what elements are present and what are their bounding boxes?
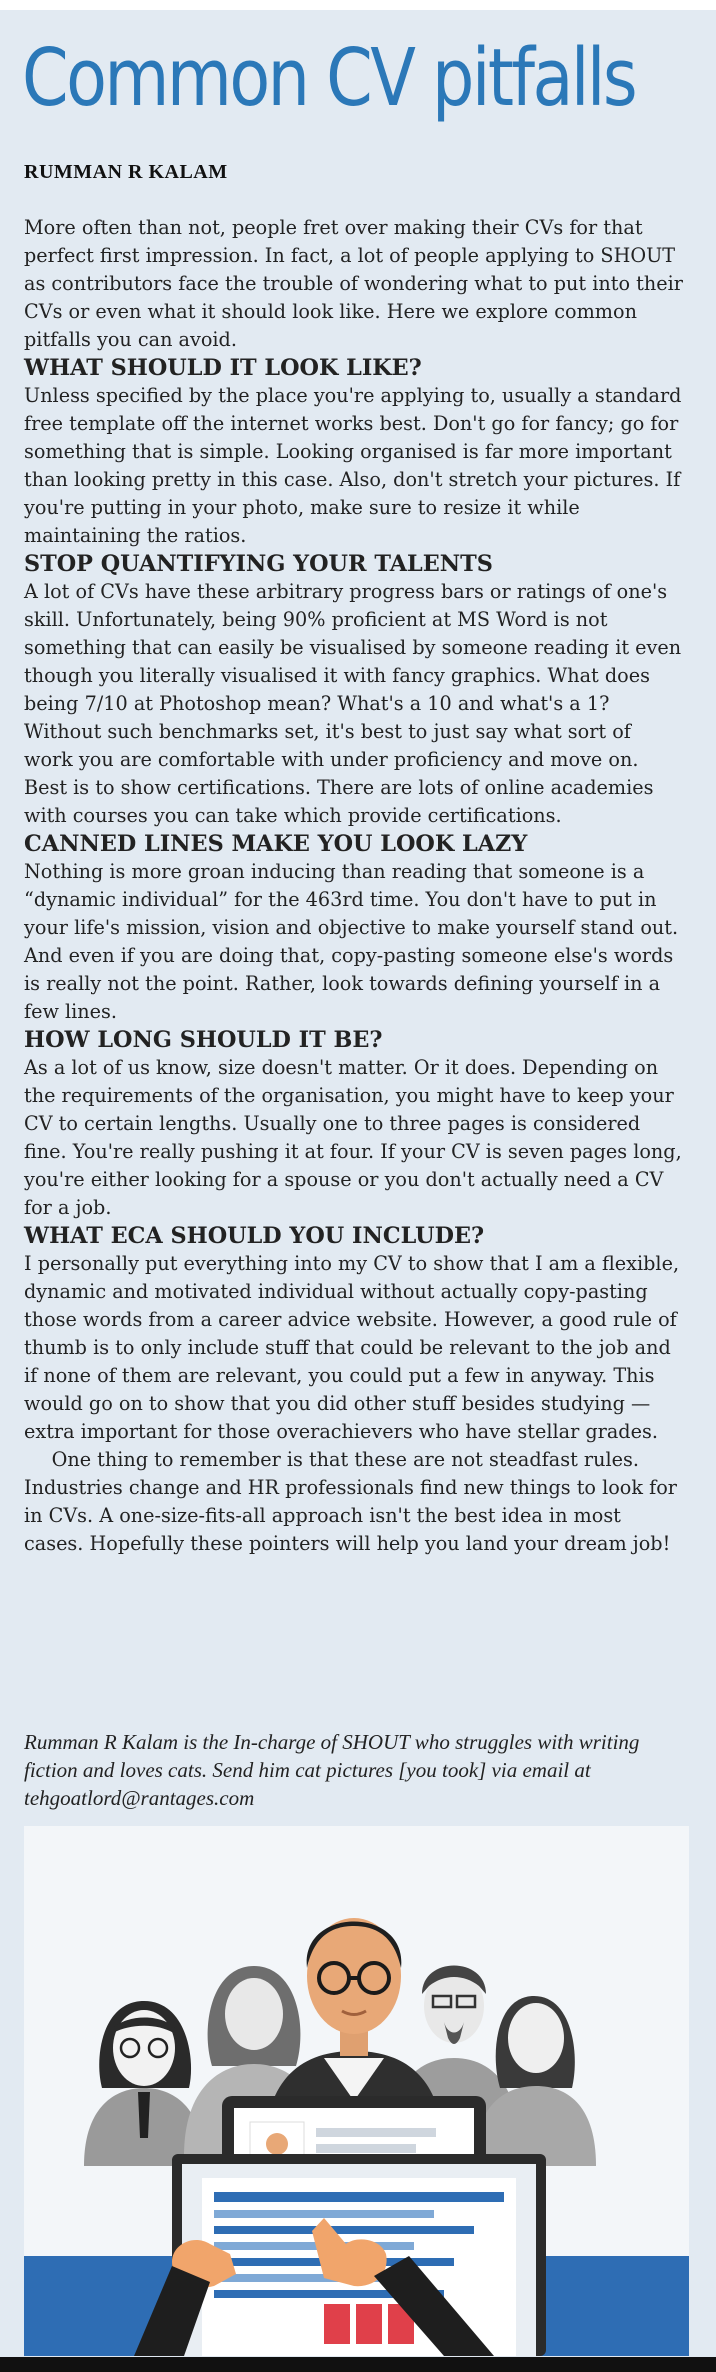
section-heading-eca: WHAT ECA SHOULD YOU INCLUDE? [24, 1223, 485, 1249]
closing-paragraph: One thing to remember is that these are not steadfast rules. Industries change and HR professionals find new things to look for in CVs. A one-size-fits-all approach isn't the best idea in most cases. Hopefully these pointers will help you land your dream job! [24, 1448, 677, 1555]
section-heading-look: WHAT SHOULD IT LOOK LIKE? [24, 355, 422, 381]
cv-review-illustration [24, 1826, 689, 2356]
section-body-length: As a lot of us know, size doesn't matter. Or it does. Depending on the requirements of the organisation, you might have to keep your CV to certain lengths. Usually one to three pages is considered fine. You're really pushing it at four. If your CV is seven pages long, you're either looking for a spouse or you don't actually need a CV for a job. [24, 1056, 682, 1219]
section-body-canned: Nothing is more groan inducing than reading that someone is a “dynamic individual” for the 463rd time. You don't have to put in your life's mission, vision and objective to make yourself stand out. And even if you are doing that, copy-pasting someone else's words is really not the point. Rather, look towards defining yourself in a few lines. [24, 860, 679, 1023]
section-heading-length: HOW LONG SHOULD IT BE? [24, 1027, 383, 1053]
intro-paragraph: More often than not, people fret over making their CVs for that perfect first impression. In fact, a lot of people applying to SHOUT as contributors face the trouble of wondering what to put into their CVs or even what it should look like. Here we explore common pitfalls you can avoid. [24, 216, 683, 351]
byline: RUMMAN R KALAM [24, 161, 228, 183]
article-body [24, 214, 684, 1558]
bottom-rule [0, 2357, 716, 2372]
section-body-eca: I personally put everything into my CV to show that I am a flexible, dynamic and motivated individual without actually copy-pasting those words from a career advice website. However, a good rule of thumb is to only include stuff that could be relevant to the job and if none of them are relevant, you could put a few in anyway. This would go on to show that you did other stuff besides studying — extra important for those overachievers who have stellar grades. [24, 1252, 680, 1443]
author-bio: Rumman R Kalam is the In-charge of SHOUT who struggles with writing fiction and loves cats. Send him cat pictures [you took] via email at tehgoatlord@rantages.com [24, 1730, 640, 1810]
section-heading-quantify: STOP QUANTIFYING YOUR TALENTS [24, 551, 493, 577]
section-heading-canned: CANNED LINES MAKE YOU LOOK LAZY [24, 831, 528, 857]
section-body-quantify: A lot of CVs have these arbitrary progress bars or ratings of one's skill. Unfortunately, being 90% proficient at MS Word is not something that can easily be visualised by someone reading it even though you literally visualised it with fancy graphics. What does being 7/10 at Photoshop mean? What's a 10 and what's a 1? Without such benchmarks set, it's best to just say what sort of work you are comfortable with under proficiency and move on. Best is to show certifications. There are lots of online academies with courses you can take which provide certifications. [24, 580, 682, 827]
section-body-look: Unless specified by the place you're applying to, usually a standard free template off the internet works best. Don't go for fancy; go for something that is simple. Looking organised is far more important than looking pretty in this case. Also, don't stretch your pictures. If you're putting in your photo, make sure to resize it while maintaining the ratios. [24, 384, 682, 547]
page-title: Common CV pitfalls [22, 32, 636, 124]
